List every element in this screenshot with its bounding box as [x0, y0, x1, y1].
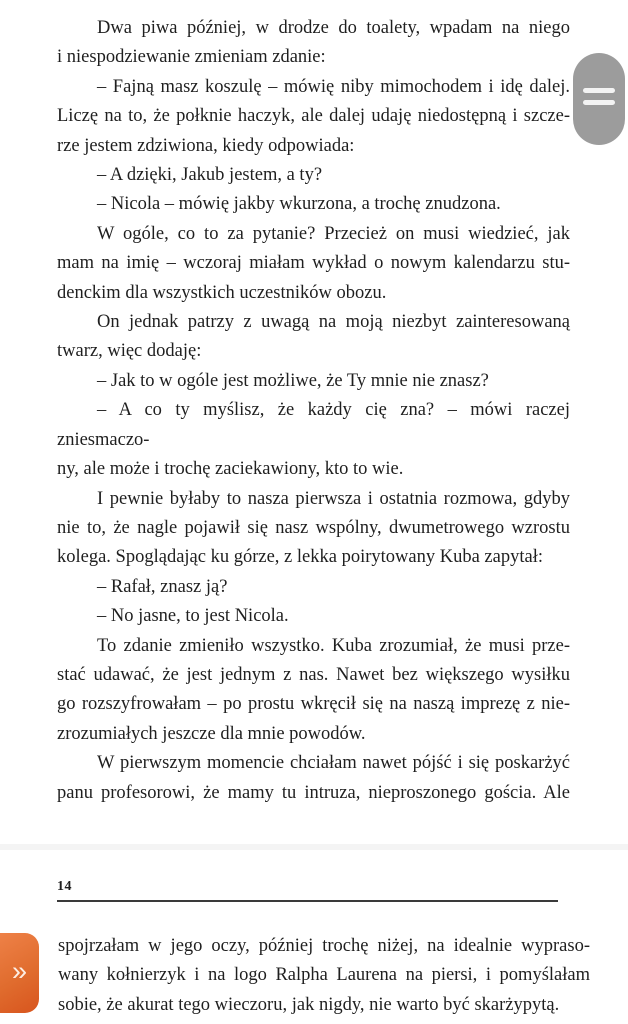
text-line: denckim dla wszystkich uczestników obozu.	[57, 282, 387, 303]
page-break-divider	[0, 844, 628, 850]
text-line: – Nicola – mówię jakby wkurzona, a trochę znudzona.	[97, 194, 501, 215]
text-line: – A dzięki, Jakub jestem, a ty?	[97, 165, 323, 186]
text-line: – A co ty myślisz, że każdy cię zna? – mówi raczej zniesmaczo-	[57, 400, 570, 450]
page-text	[57, 14, 570, 808]
text-line: – Jak to w ogóle jest możliwe, że Ty mnie nie znasz?	[97, 370, 489, 391]
text-line: – Fajną masz koszulę – mówię niby mimochodem i idę dalej.	[97, 76, 570, 97]
text-line: rze jestem zdziwiona, kiedy odpowiada:	[57, 135, 355, 156]
text-line: ny, ale może i trochę zaciekawiony, kto to wie.	[57, 459, 404, 480]
text-line: – Rafał, znasz ją?	[97, 576, 228, 597]
text-line: Liczę na to, że połknie haczyk, ale dalej udaję niedostępną i szcze-	[57, 106, 570, 127]
text-line: nie to, że nagle pojawił się nasz wspólny, dwumetrowego wzrostu	[57, 517, 570, 538]
text-line: – No jasne, to jest Nicola.	[97, 606, 289, 627]
text-line: mam na imię – wczoraj miałam wykład o nowym kalendarzu stu-	[57, 253, 570, 274]
text-line: zrozumiałych jeszcze dla mnie powodów.	[57, 723, 366, 744]
text-line: W ogóle, co to za pytanie? Przecież on musi wiedzieć, jak	[97, 223, 570, 244]
text-line: kolega. Spoglądając ku górze, z lekka poirytowany Kuba zapytał:	[57, 547, 543, 568]
text-line: I pewnie byłaby to nasza pierwsza i ostatnia rozmowa, gdyby	[97, 488, 570, 509]
text-line: panu profesorowi, że mamy tu intruza, nieproszonego gościa. Ale	[57, 782, 570, 803]
text-line: stać udawać, że jest jednym z nas. Nawet bez większego wysiłku	[57, 664, 570, 685]
double-chevron-right-icon: »	[11, 955, 28, 986]
text-line: wany kołnierzyk i na logo Ralpha Laurena na piersi, i pomyślałam	[58, 965, 590, 986]
next-page-text	[58, 932, 590, 1020]
text-line: sobie, że akurat tego wieczoru, jak nigdy, nie warto być skarżypytą.	[58, 994, 560, 1015]
text-line: go rozszyfrowałam – po prostu wkręcił się na naszą imprezę z nie-	[57, 694, 570, 715]
text-line: W pierwszym momencie chciałam nawet pójść i się poskarżyć	[97, 753, 570, 774]
scroll-handle[interactable]	[573, 53, 625, 145]
text-line: i niespodziewanie zmieniam zdanie:	[57, 47, 326, 68]
page-number: 14	[57, 879, 72, 894]
text-line: To zdanie zmieniło wszystko. Kuba zrozumiał, że musi prze-	[97, 635, 570, 656]
text-line: Dwa piwa później, w drodze do toalety, wpadam na niego	[97, 18, 570, 38]
next-page-button[interactable]	[0, 933, 39, 1013]
handle-bars-icon	[583, 88, 615, 112]
text-line: On jednak patrzy z uwagą na moją niezbyt zainteresowaną	[97, 312, 570, 333]
footer-rule	[57, 900, 558, 902]
text-line: twarz, więc dodaję:	[57, 341, 202, 362]
text-line: spojrzałam w jego oczy, później trochę niżej, na idealnie wypraso-	[58, 936, 590, 956]
